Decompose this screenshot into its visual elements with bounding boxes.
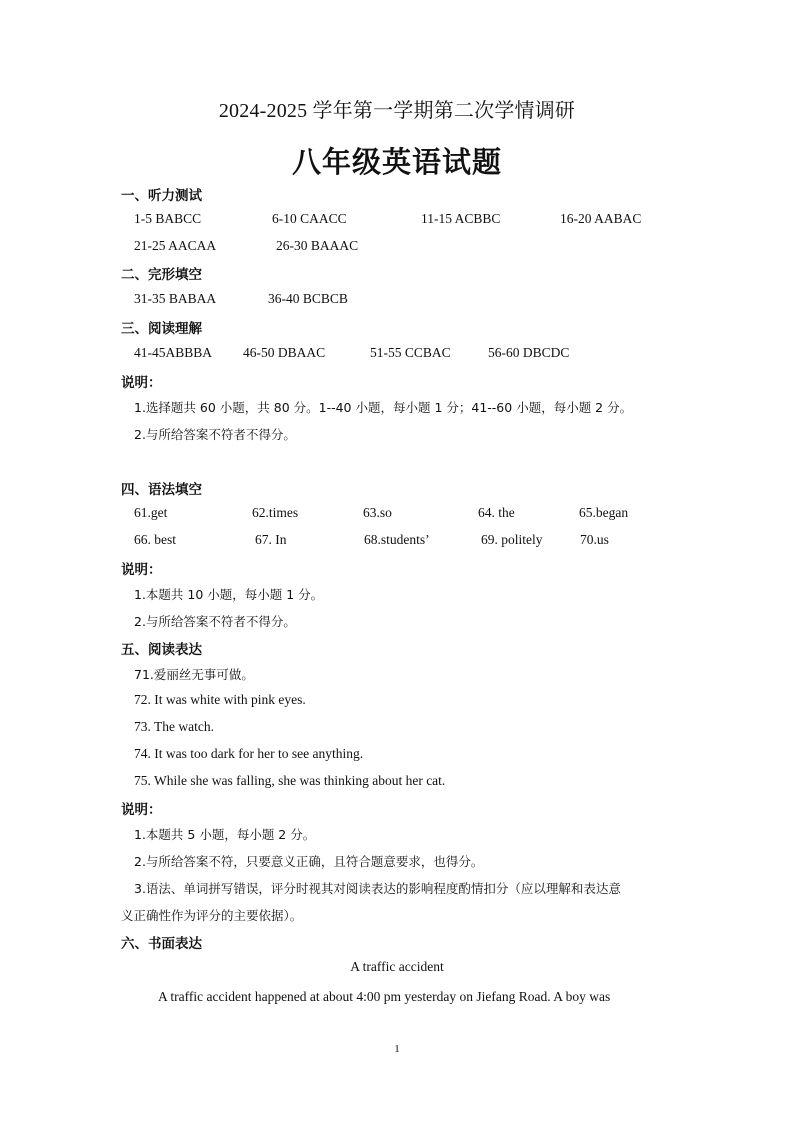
section-heading-grammar: 四、语法填空 [121, 482, 202, 498]
answer-item: 63.so [363, 505, 392, 520]
essay-line: A traffic accident happened at about 4:00 pm yesterday on Jiefang Road. A boy was [158, 989, 611, 1004]
section-heading-reading-expression: 五、阅读表达 [121, 642, 202, 658]
note-item: 1.本题共 5 小题，每小题 2 分。 [134, 827, 316, 842]
note-item: 3.语法、单词拼写错误，评分时视其对阅读表达的影响程度酌情扣分（应以理解和表达意 [134, 881, 621, 896]
answer-group: 36-40 BCBCB [268, 291, 348, 306]
answer-item: 69. politely [481, 532, 543, 547]
answer-item: 66. best [134, 532, 176, 547]
answer-item: 72. It was white with pink eyes. [134, 692, 306, 707]
answer-group: 41-45ABBBA [134, 345, 213, 360]
answer-group: 26-30 BAAAC [276, 238, 359, 253]
answer-group: 6-10 CAACC [272, 211, 347, 226]
section-heading-listening: 一、听力测试 [121, 188, 202, 204]
answer-group: 46-50 DBAAC [243, 345, 326, 360]
answer-item: 62.times [252, 505, 299, 520]
note-item: 2.与所给答案不符者不得分。 [134, 614, 296, 629]
essay-title: A traffic accident [350, 959, 444, 974]
section-heading-cloze: 二、完形填空 [121, 267, 202, 283]
page-title: 2024-2025 学年第一学期第二次学情调研 [218, 100, 576, 122]
answer-group: 31-35 BABAA [134, 291, 217, 306]
note-label: 说明： [121, 562, 162, 578]
note-item: 义正确性作为评分的主要依据）。 [121, 908, 303, 923]
exam-subtitle: 八年级英语试题 [291, 145, 502, 179]
answer-group: 11-15 ACBBC [421, 211, 501, 226]
section-heading-writing: 六、书面表达 [121, 936, 202, 952]
answer-item: 73. The watch. [134, 719, 214, 734]
note-item: 2.与所给答案不符者不得分。 [134, 427, 296, 442]
answer-item: 68.students’ [364, 532, 430, 547]
note-item: 1.选择题共 60 小题，共 80 分。1--40 小题，每小题 1 分；41--60 小题，每小题 2 分。 [134, 400, 633, 415]
answer-item: 61.get [134, 505, 168, 520]
note-label: 说明： [121, 375, 162, 391]
page-number: 1 [394, 1043, 400, 1055]
note-item: 1.本题共 10 小题，每小题 1 分。 [134, 587, 324, 602]
note-item: 2.与所给答案不符，只要意义正确，且符合题意要求，也得分。 [134, 854, 484, 869]
answer-item: 70.us [580, 532, 609, 547]
answer-item: 65.began [579, 505, 629, 520]
answer-item: 64. the [478, 505, 515, 520]
answer-group: 1-5 BABCC [134, 211, 202, 226]
answer-group: 16-20 AABAC [560, 211, 642, 226]
answer-item: 75. While she was falling, she was thinking about her cat. [134, 773, 446, 788]
answer-item: 74. It was too dark for her to see anything. [134, 746, 364, 761]
answer-group: 21-25 AACAA [134, 238, 217, 253]
note-label: 说明： [121, 802, 162, 818]
section-heading-reading: 三、阅读理解 [121, 321, 202, 337]
answer-item: 67. In [255, 532, 287, 547]
answer-group: 56-60 DBCDC [488, 345, 570, 360]
answer-group: 51-55 CCBAC [370, 345, 451, 360]
answer-item: 71.爱丽丝无事可做。 [134, 667, 254, 682]
